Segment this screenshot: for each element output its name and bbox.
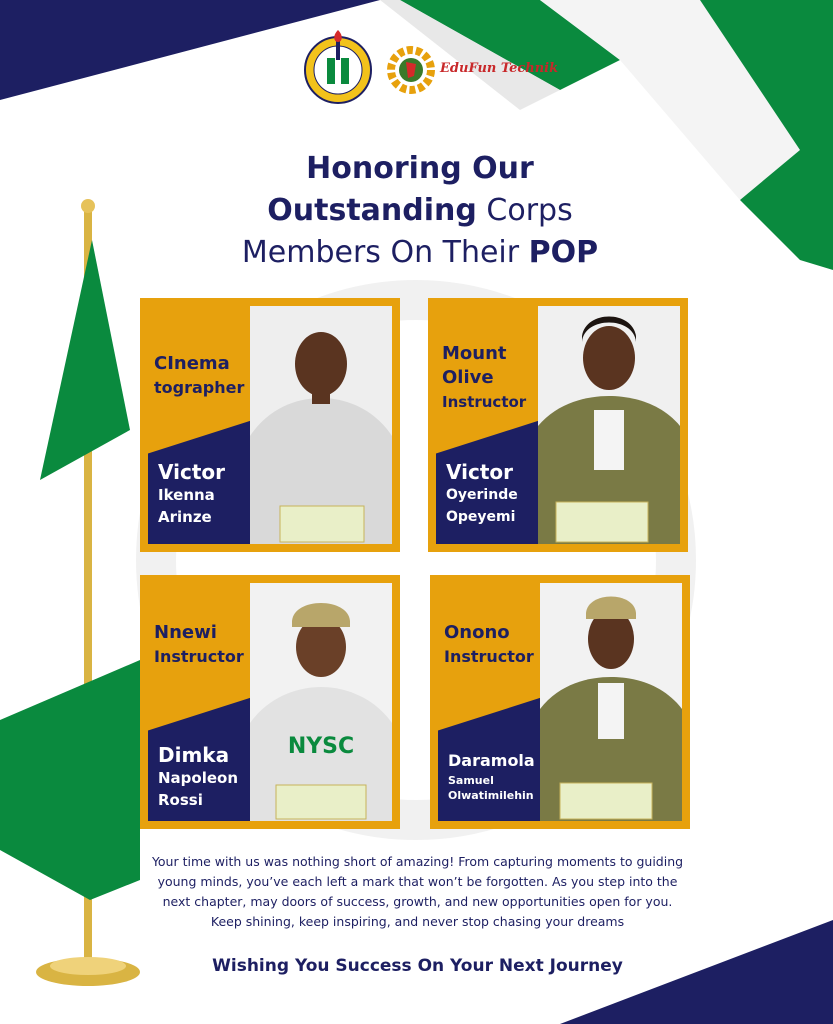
- member-role: Nnewi Instructor: [154, 622, 244, 666]
- member-name: Victor Ikenna Arinze: [158, 460, 226, 526]
- member-card-2: [428, 298, 688, 552]
- member-photo: [538, 306, 680, 544]
- member-role: CInema tographer: [154, 353, 245, 397]
- portrait-image: [540, 583, 682, 821]
- portrait-image: [250, 583, 392, 821]
- page-title: [150, 148, 690, 274]
- title-line-2-bold: Outstanding: [267, 193, 477, 228]
- farewell-message: Your time with us was nothing short of amazing! From capturing moments to guiding young minds, you’ve each left a mark that won’t be forgotten. As you step into the next chapter, may doors of success, growth, and new opportunities open for you. Keep shining, keep inspiring, and never stop chasing your dreams: [151, 854, 684, 929]
- title-line-3-bold: POP: [528, 235, 599, 270]
- member-photo: [250, 583, 392, 821]
- member-card-1: [140, 298, 400, 552]
- portrait-image: [538, 306, 680, 544]
- member-card-3: [140, 575, 400, 829]
- gear-icon: [386, 40, 436, 96]
- title-line-1: Honoring Our: [306, 151, 534, 186]
- edufun-technik-logo: [386, 40, 558, 96]
- member-photo: [540, 583, 682, 821]
- member-role: Mount Olive Instructor: [442, 343, 527, 411]
- closing-line: Wishing You Success On Your Next Journey: [212, 956, 623, 976]
- member-role: Onono Instructor: [444, 622, 534, 666]
- partner-name: EduFun Technik: [440, 60, 559, 76]
- member-card-4: [430, 575, 690, 829]
- member-name: Daramola Samuel Olwatimilehin: [448, 751, 535, 802]
- logo-row: [300, 30, 558, 106]
- nysc-emblem-logo: [300, 30, 376, 106]
- member-photo: [250, 306, 392, 544]
- portrait-image: [250, 306, 392, 544]
- member-name: Victor Oyerinde Opeyemi: [446, 460, 518, 525]
- nysc-shirt-text: NYSC: [287, 734, 355, 759]
- title-line-2-rest: Corps: [476, 193, 573, 228]
- member-name: Dimka Napoleon Rossi: [158, 743, 239, 809]
- title-line-3-start: Members On Their: [241, 235, 529, 270]
